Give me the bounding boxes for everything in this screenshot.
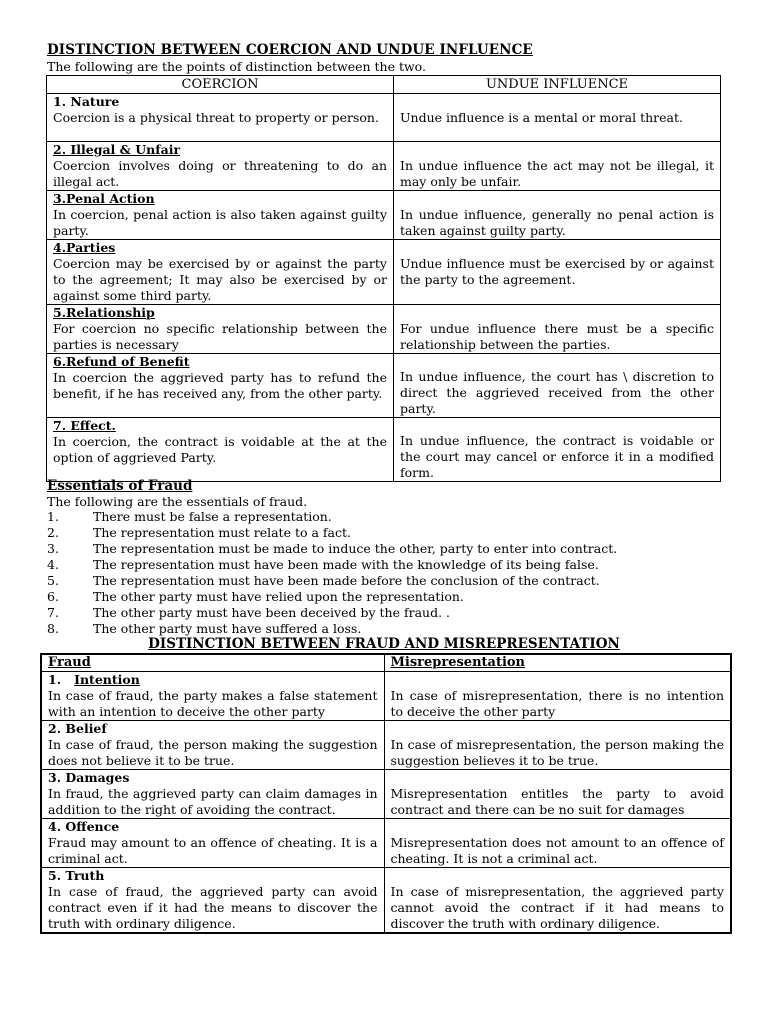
row-cell-left xyxy=(41,819,384,868)
list-item xyxy=(47,541,617,557)
list-item-number: 4. xyxy=(47,557,59,572)
row-cell-right: In case of misrepresentation, there is no intention to deceive the other party xyxy=(384,672,731,721)
list-item-text: The representation must have been made before the conclusion of the contract. xyxy=(93,573,600,588)
row-text: In case of fraud, the party makes a false statement with an intention to deceive the other party xyxy=(48,688,378,719)
row-text: In fraud, the aggrieved party can claim damages in addition to the right of avoiding the contract. xyxy=(48,786,378,817)
row-text: Coercion involves doing or threatening to do an illegal act. xyxy=(53,158,387,189)
list-item-number: 5. xyxy=(47,573,59,588)
list-item-text: The representation must have been made with the knowledge of its being false. xyxy=(93,557,599,572)
column-header-fraud: Fraud xyxy=(41,654,384,672)
row-title: 4.Parties xyxy=(53,240,116,255)
table-row xyxy=(47,354,721,418)
row-title xyxy=(48,721,378,737)
row-cell-left xyxy=(47,240,394,305)
row-title: 2. Illegal & Unfair xyxy=(53,142,181,157)
list-item xyxy=(47,525,617,541)
row-cell-right: Undue influence is a mental or moral threat. xyxy=(394,94,721,142)
section-intro: The following are the points of distinction between the two. xyxy=(47,59,426,74)
list-item-text: There must be false a representation. xyxy=(93,509,332,524)
row-title-text: Intention xyxy=(74,672,140,687)
row-text: Coercion may be exercised by or against the party to the agreement; It may also be exercised by or against some third party. xyxy=(53,256,387,303)
column-header-misrepresentation: Misrepresentation xyxy=(384,654,731,672)
row-title-text: Damages xyxy=(65,770,130,785)
row-title-text: Truth xyxy=(65,868,105,883)
row-text: In case of fraud, the aggrieved party can avoid contract even if it had the means to discover the truth with ordinary diligence. xyxy=(48,884,378,931)
list-item-number: 3. xyxy=(47,541,59,556)
row-cell-left xyxy=(41,770,384,819)
row-title: 3.Penal Action xyxy=(53,191,155,206)
section-intro: The following are the essentials of fraud. xyxy=(47,494,308,509)
list-item xyxy=(47,573,617,589)
row-title: 7. Effect. xyxy=(53,418,116,433)
row-number: 4. xyxy=(48,819,62,834)
row-title-text: Belief xyxy=(65,721,107,736)
row-title xyxy=(48,819,378,835)
table-row xyxy=(41,770,731,819)
column-header-undue-influence: UNDUE INFLUENCE xyxy=(394,76,721,94)
row-cell-left xyxy=(47,191,394,240)
row-title-text: Offence xyxy=(65,819,120,834)
section-title-coercion-undue-influence: DISTINCTION BETWEEN COERCION AND UNDUE INFLUENCE xyxy=(47,42,533,58)
table-row xyxy=(47,191,721,240)
row-cell-right: Undue influence must be exercised by or against the party to the agreement. xyxy=(394,240,721,305)
table-row xyxy=(41,672,731,721)
row-cell-left xyxy=(47,418,394,482)
row-cell-right: For undue influence there must be a specific relationship between the parties. xyxy=(394,305,721,354)
row-number: 5. xyxy=(48,868,62,883)
row-title xyxy=(48,770,378,786)
row-cell-left xyxy=(47,142,394,191)
list-item-number: 2. xyxy=(47,525,59,540)
table-row xyxy=(41,721,731,770)
row-title: 6.Refund of Benefit xyxy=(53,354,190,369)
list-item xyxy=(47,589,617,605)
table-header-row xyxy=(41,654,731,672)
table-row xyxy=(47,418,721,482)
essentials-list xyxy=(47,509,617,637)
coercion-vs-undue-influence-table xyxy=(46,75,721,482)
row-text: In case of fraud, the person making the suggestion does not believe it to be true. xyxy=(48,737,378,768)
fraud-vs-misrepresentation-table xyxy=(40,653,732,934)
table-row xyxy=(47,142,721,191)
table-row xyxy=(47,240,721,305)
row-cell-right: Misrepresentation does not amount to an offence of cheating. It is not a criminal act. xyxy=(384,819,731,868)
column-header-coercion: COERCION xyxy=(47,76,394,94)
list-item-text: The representation must relate to a fact. xyxy=(93,525,351,540)
row-cell-right: In undue influence, the contract is voidable or the court may cancel or enforce it in a modified form. xyxy=(394,418,721,482)
list-item xyxy=(47,509,617,525)
list-item-number: 6. xyxy=(47,589,59,604)
row-title: 1. Nature xyxy=(53,94,120,109)
row-number: 3. xyxy=(48,770,62,785)
row-title: 5.Relationship xyxy=(53,305,155,320)
row-cell-right: In undue influence, the court has \ discretion to direct the aggrieved received from the other party. xyxy=(394,354,721,418)
row-cell-right: Misrepresentation entitles the party to avoid contract and there can be no suit for damages xyxy=(384,770,731,819)
row-cell-right: In undue influence, generally no penal action is taken against guilty party. xyxy=(394,191,721,240)
list-item xyxy=(47,557,617,573)
row-title xyxy=(48,868,378,884)
row-cell-right: In undue influence the act may not be illegal, it may only be unfair. xyxy=(394,142,721,191)
row-text: In coercion the aggrieved party has to refund the benefit, if he has received any, from the other party. xyxy=(53,370,387,401)
row-cell-left xyxy=(41,672,384,721)
row-cell-left xyxy=(47,94,394,142)
list-item xyxy=(47,605,617,621)
table-header-row xyxy=(47,76,721,94)
row-cell-right: In case of misrepresentation, the aggrieved party cannot avoid the contract if it had means to discover the truth with ordinary diligence. xyxy=(384,868,731,934)
table-row xyxy=(41,868,731,934)
row-text: For coercion no specific relationship between the parties is necessary xyxy=(53,321,387,352)
list-item-text: The representation must be made to induce the other, party to enter into contract. xyxy=(93,541,618,556)
list-item-number: 1. xyxy=(47,509,59,524)
row-cell-left xyxy=(41,721,384,770)
section-title-essentials-of-fraud: Essentials of Fraud xyxy=(47,478,193,494)
row-number: 1. xyxy=(48,672,62,687)
table-row xyxy=(47,305,721,354)
row-title xyxy=(48,672,378,688)
row-cell-left xyxy=(47,354,394,418)
list-item-text: The other party must have been deceived by the fraud. . xyxy=(93,605,451,620)
row-text: In coercion, penal action is also taken against guilty party. xyxy=(53,207,387,238)
row-cell-right: In case of misrepresentation, the person making the suggestion believes it to be true. xyxy=(384,721,731,770)
row-cell-left xyxy=(41,868,384,934)
row-cell-left xyxy=(47,305,394,354)
row-number: 2. xyxy=(48,721,62,736)
section-title-fraud-vs-misrepresentation: DISTINCTION BETWEEN FRAUD AND MISREPRESENTATION xyxy=(148,636,620,652)
list-item-text: The other party must have suffered a loss. xyxy=(93,621,362,636)
row-text: In coercion, the contract is voidable at the at the option of aggrieved Party. xyxy=(53,434,387,465)
row-text: Coercion is a physical threat to property or person. xyxy=(53,110,379,125)
list-item-number: 7. xyxy=(47,605,59,620)
list-item-text: The other party must have relied upon the representation. xyxy=(93,589,464,604)
table-row xyxy=(41,819,731,868)
list-item xyxy=(47,621,617,637)
list-item-number: 8. xyxy=(47,621,59,636)
table-row xyxy=(47,94,721,142)
row-text: Fraud may amount to an offence of cheating. It is a criminal act. xyxy=(48,835,378,866)
